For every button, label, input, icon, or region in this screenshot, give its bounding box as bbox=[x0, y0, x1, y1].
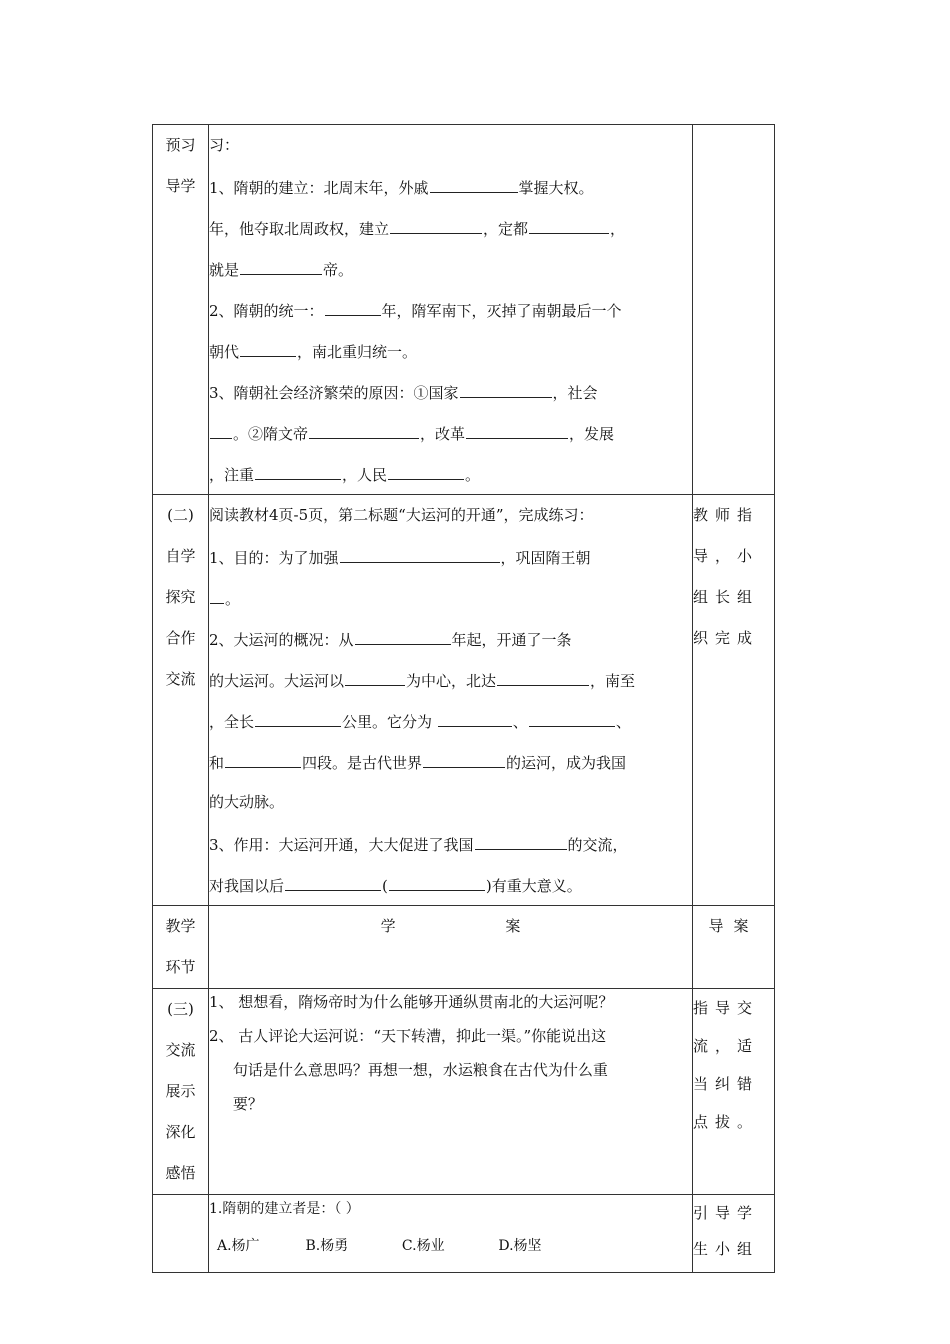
label-text: (二) bbox=[167, 506, 194, 524]
line-text: 3、作用：大运河开通，大大促进了我国 bbox=[209, 836, 474, 854]
label-self-study bbox=[153, 495, 209, 906]
line-text: 的交流， bbox=[567, 836, 628, 854]
text-line bbox=[209, 495, 692, 536]
line-text: 对我国以后 bbox=[209, 877, 285, 895]
text-line bbox=[209, 125, 692, 166]
quiz-option: A.杨广 bbox=[217, 1238, 260, 1254]
content-exchange bbox=[209, 989, 693, 1195]
answer-blank[interactable] bbox=[210, 412, 232, 439]
answer-blank[interactable] bbox=[210, 577, 224, 604]
answer-blank[interactable] bbox=[460, 371, 552, 398]
line-text: 2、大运河的概况：从 bbox=[209, 631, 354, 649]
line-text: 。 bbox=[465, 466, 481, 484]
line-text: )有重大意义。 bbox=[485, 877, 582, 895]
answer-blank[interactable] bbox=[475, 823, 567, 850]
line-text: ，改革 bbox=[420, 425, 466, 443]
answer-blank[interactable] bbox=[388, 453, 464, 480]
label-text: 深化 bbox=[165, 1123, 196, 1141]
question: 要？ bbox=[209, 1095, 263, 1113]
quiz-option: C.杨业 bbox=[401, 1238, 445, 1254]
text-line bbox=[209, 782, 692, 823]
text-line bbox=[209, 207, 692, 248]
note-self-study bbox=[693, 495, 775, 906]
label-text: 交流 bbox=[165, 1041, 196, 1059]
content-quiz bbox=[209, 1195, 693, 1273]
note-text: 教师指 bbox=[693, 506, 760, 524]
line-text: ，南至 bbox=[590, 672, 636, 690]
line-text: 年，隋军南下，灭掉了南朝最后一个 bbox=[381, 302, 622, 320]
line-text: 2、隋朝的统一： bbox=[209, 302, 324, 320]
text-line bbox=[209, 248, 692, 289]
answer-blank[interactable] bbox=[529, 207, 609, 234]
answer-blank[interactable] bbox=[423, 741, 505, 768]
question: 句话是什么意思吗？再想一想，水运粮食在古代为什么重 bbox=[209, 1061, 608, 1079]
row-header bbox=[153, 906, 775, 989]
text-line bbox=[209, 659, 692, 700]
answer-blank[interactable] bbox=[430, 166, 518, 193]
line-text: 就是 bbox=[209, 261, 240, 279]
line-text: 和 bbox=[209, 754, 225, 772]
note-text: 导，小 bbox=[693, 547, 760, 565]
text-line bbox=[209, 864, 692, 905]
answer-blank[interactable] bbox=[390, 207, 482, 234]
answer-blank[interactable] bbox=[345, 659, 405, 686]
line-text: 帝。 bbox=[323, 261, 354, 279]
note-text: 指导交 bbox=[693, 999, 760, 1017]
content-preview bbox=[209, 125, 693, 495]
line-text: 1、隋朝的建立：北周末年，外戚 bbox=[209, 179, 429, 197]
line-text: 。 bbox=[225, 590, 241, 608]
text-line bbox=[209, 536, 692, 577]
text-line bbox=[209, 371, 692, 412]
note-text: 点拔。 bbox=[693, 1113, 760, 1131]
text-line bbox=[209, 166, 692, 207]
line-text: 年起，开通了一条 bbox=[451, 631, 572, 649]
note-text: 导案 bbox=[708, 917, 759, 935]
label-text: 合作 bbox=[165, 629, 196, 647]
text-line bbox=[209, 453, 692, 494]
note-text: 当纠错 bbox=[693, 1075, 760, 1093]
label-text: 教学 bbox=[165, 917, 196, 935]
line-text: ，南北重归统一。 bbox=[297, 343, 418, 361]
note-exchange bbox=[693, 989, 775, 1195]
note-preview bbox=[693, 125, 775, 495]
quiz-option: D.杨坚 bbox=[498, 1238, 542, 1254]
line-text: ( bbox=[382, 877, 388, 895]
question: 2、 古人评论大运河说：“天下转漕，抑此一渠。”你能说出这 bbox=[209, 1027, 607, 1045]
line-text: ，全长 bbox=[209, 713, 255, 731]
line-text: 的大运河。大运河以 bbox=[209, 672, 345, 690]
header-text: 学 bbox=[380, 917, 396, 935]
row-exchange bbox=[153, 989, 775, 1195]
line-text: 习： bbox=[209, 136, 240, 154]
note-text: 生小组 bbox=[693, 1240, 760, 1258]
answer-blank[interactable] bbox=[529, 700, 615, 727]
header-guide bbox=[693, 906, 775, 989]
line-text: 、 bbox=[512, 713, 528, 731]
text-line bbox=[209, 577, 692, 618]
text-line bbox=[209, 741, 692, 782]
answer-blank[interactable] bbox=[285, 864, 381, 891]
content-self-study bbox=[209, 495, 693, 906]
lesson-table bbox=[152, 124, 775, 1273]
text-line bbox=[209, 700, 692, 741]
label-text: 交流 bbox=[165, 670, 196, 688]
quiz-question: 1.隋朝的建立者是：（ ） bbox=[209, 1201, 360, 1217]
label-preview bbox=[153, 125, 209, 495]
note-text: 织完成 bbox=[693, 629, 760, 647]
line-text: ，注重 bbox=[209, 466, 255, 484]
note-text: 组长组 bbox=[693, 588, 760, 606]
header-text: 案 bbox=[505, 917, 521, 935]
label-text: 感悟 bbox=[165, 1164, 196, 1182]
answer-blank[interactable] bbox=[255, 453, 341, 480]
answer-blank[interactable] bbox=[466, 412, 568, 439]
answer-blank[interactable] bbox=[497, 659, 589, 686]
line-text: ， bbox=[610, 220, 626, 238]
row-self-study bbox=[153, 495, 775, 906]
line-text: 掌握大权。 bbox=[518, 179, 594, 197]
label-text: 自学 bbox=[165, 547, 196, 565]
label-text: 探究 bbox=[165, 588, 196, 606]
line-text: 1、目的：为了加强 bbox=[209, 549, 339, 567]
answer-blank[interactable] bbox=[389, 864, 485, 891]
line-text: ，社会 bbox=[552, 384, 598, 402]
answer-blank[interactable] bbox=[309, 412, 419, 439]
label-text: 导学 bbox=[165, 177, 196, 195]
text-line bbox=[209, 289, 692, 330]
answer-blank[interactable] bbox=[325, 289, 381, 316]
line-text: ，发展 bbox=[569, 425, 615, 443]
label-quiz bbox=[153, 1195, 209, 1273]
row-preview bbox=[153, 125, 775, 495]
line-text: 为中心，北达 bbox=[406, 672, 497, 690]
answer-blank[interactable] bbox=[240, 248, 322, 275]
answer-blank[interactable] bbox=[255, 700, 341, 727]
label-exchange bbox=[153, 989, 209, 1195]
note-text: 流，适 bbox=[693, 1037, 760, 1055]
note-quiz bbox=[693, 1195, 775, 1273]
line-text: ，巩固隋王朝 bbox=[500, 549, 591, 567]
line-text: ，人民 bbox=[342, 466, 388, 484]
text-line bbox=[209, 412, 692, 453]
header-study-plan bbox=[209, 906, 693, 989]
label-text: 环节 bbox=[165, 958, 196, 976]
text-line bbox=[209, 330, 692, 371]
label-text: (三) bbox=[167, 1000, 194, 1018]
line-text: 阅读教材4页-5页，第二标题“大运河的开通”，完成练习： bbox=[209, 506, 594, 524]
question: 1、 想想看，隋炀帝时为什么能够开通纵贯南北的大运河呢？ bbox=[209, 993, 614, 1011]
line-text: 的大动脉。 bbox=[209, 793, 285, 811]
answer-blank[interactable] bbox=[355, 618, 451, 645]
label-text: 展示 bbox=[165, 1082, 196, 1100]
line-text: 四段。是古代世界 bbox=[302, 754, 423, 772]
line-text: 年，他夺取北周政权，建立 bbox=[209, 220, 390, 238]
note-text: 引导学 bbox=[693, 1204, 760, 1222]
row-quiz bbox=[153, 1195, 775, 1273]
line-text: 朝代 bbox=[209, 343, 240, 361]
line-text: 、 bbox=[615, 713, 631, 731]
label-header bbox=[153, 906, 209, 989]
text-line bbox=[209, 823, 692, 864]
answer-blank[interactable] bbox=[438, 700, 512, 727]
line-text: 的运河，成为我国 bbox=[506, 754, 627, 772]
answer-blank[interactable] bbox=[225, 741, 301, 768]
label-text: 预习 bbox=[165, 136, 196, 154]
text-line bbox=[209, 618, 692, 659]
line-text: 公里。它分为 bbox=[342, 713, 437, 731]
line-text: 3、隋朝社会经济繁荣的原因：①国家 bbox=[209, 384, 459, 402]
line-text: 。②隋文帝 bbox=[233, 425, 309, 443]
quiz-option: B.杨勇 bbox=[305, 1238, 349, 1254]
answer-blank[interactable] bbox=[340, 536, 500, 563]
line-text: ，定都 bbox=[483, 220, 529, 238]
answer-blank[interactable] bbox=[240, 330, 296, 357]
